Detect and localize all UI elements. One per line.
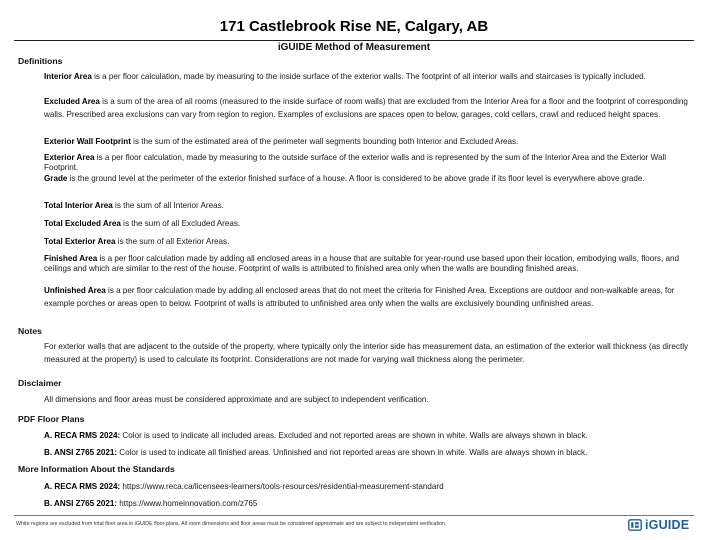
- definition-term: Finished Area: [44, 254, 98, 263]
- definition-exterior-wall-footprint: [44, 137, 696, 147]
- definition-term: Exterior Area: [44, 153, 95, 162]
- definition-text: is a per floor calculation, made by measuring to the outside surface of the exterior walls and is represented by the sum of the Interior Area and the Exterior Wall Footprint.: [44, 153, 667, 172]
- definition-term: Excluded Area: [44, 97, 100, 106]
- standard-term: A. RECA RMS 2024:: [44, 482, 121, 491]
- definition-text: is a per floor calculation, made by measuring to the inside surface of the exterior walls. The footprint of all interior walls and staircases is typically included.: [91, 72, 646, 81]
- pdf-floor-plans-heading: PDF Floor Plans: [18, 414, 85, 424]
- standard-text: Color is used to indicate all included areas. Excluded and not reported areas are shown in white. Walls are always shown in black.: [120, 431, 588, 440]
- footer-divider: [14, 515, 694, 516]
- page-title: 171 Castlebrook Rise NE, Calgary, AB: [219, 18, 489, 35]
- standard-link[interactable]: https://www.reca.ca/licensees-learners/tools-resources/residential-measurement-standard: [120, 482, 444, 491]
- definition-term: Total Excluded Area: [44, 219, 121, 228]
- more-info-heading: More Information About the Standards: [18, 464, 175, 474]
- iguide-logo-text: iGUIDE: [645, 518, 690, 532]
- definition-grade: [44, 173, 696, 186]
- iguide-logo-icon: [628, 519, 642, 531]
- more-info-item-a: [44, 482, 696, 492]
- standard-link[interactable]: https://www.homeinnovation.com/z765: [117, 499, 258, 508]
- definition-text: is the ground level at the perimeter of the exterior finished surface of a house. A floor is considered to be above grade if its floor level is everywhere above grade.: [67, 174, 645, 183]
- definition-term: Exterior Wall Footprint: [44, 137, 131, 146]
- title-divider: [14, 40, 694, 41]
- definition-text: is a sum of the area of all rooms (measured to the inside surface of room walls) that are excluded from the Interior Area for a floor and the footprint of corresponding walls. Prescribed area exclusions can vary from region to region. Examples of exclusions are spaces open to below, garages, cold cellars, crawl and reduced height spaces.: [44, 97, 688, 119]
- definition-term: Unfinished Area: [44, 286, 106, 295]
- notes-heading: Notes: [18, 326, 42, 336]
- definitions-heading: Definitions: [18, 56, 63, 66]
- definition-term: Total Interior Area: [44, 201, 113, 210]
- definition-text: is a per floor calculation made by adding all enclosed areas that do not meet the criteria for Finished Area. Exceptions are outdoor and non-walkable areas, for example porches or areas open to below. Footprint of walls is attributed to unfinished area only when the walls are exclusively bounding unfinished areas.: [44, 286, 675, 308]
- standard-term: B. ANSI Z765 2021:: [44, 499, 118, 508]
- definition-term: Grade: [44, 174, 68, 183]
- definition-term: Total Exterior Area: [44, 237, 116, 246]
- pdf-floor-plans-item-a: [44, 431, 696, 441]
- definition-exterior-area: [44, 153, 696, 173]
- iguide-logo: [628, 517, 689, 533]
- definition-total-excluded-area: [44, 219, 696, 229]
- definition-text: is the sum of all Exterior Areas.: [115, 237, 230, 246]
- disclaimer-text: All dimensions and floor areas must be considered approximate and are subject to independent verification.: [44, 395, 429, 404]
- definition-interior-area: [44, 72, 696, 82]
- definition-text: is the sum of all Interior Areas.: [112, 201, 224, 210]
- definition-unfinished-area: [44, 285, 696, 310]
- document-subtitle: iGUIDE Method of Measurement: [277, 42, 431, 53]
- definition-total-interior-area: [44, 201, 696, 211]
- definition-excluded-area: [44, 96, 696, 121]
- more-info-item-b: [44, 499, 696, 509]
- definition-total-exterior-area: [44, 237, 696, 247]
- definition-term: Interior Area: [44, 72, 92, 81]
- notes-text: For exterior walls that are adjacent to the outside of the property, where typically only the interior side has measurement data, an estimation of the exterior wall thickness (as directly measured at the property) is used to calculate its footprint. Considerations are not made for varying wall thickness along the perimeter.: [44, 342, 689, 364]
- definition-text: is the sum of the estimated area of the perimeter wall segments bounding both Interior and Excluded Areas.: [130, 137, 519, 146]
- disclaimer-heading: Disclaimer: [18, 378, 62, 388]
- definition-text: is a per floor calculation made by adding all enclosed areas in a house that are suitable for year-round use based upon their location, embodying walls, floors, and ceilings and which are similar to the rest of the house. Footprint of walls is attributed to finished area only when the walls are bounding finished areas.: [44, 254, 679, 273]
- footer-note: White regions are excluded from total floor area in iGUIDE floor plans. All room dimensions and floor areas must be considered approximate and are subject to independent verification.: [16, 521, 447, 527]
- standard-term: B. ANSI Z765 2021:: [44, 448, 118, 457]
- standard-text: Color is used to indicate all finished areas. Unfinished and not reported areas are shown in white. Walls are always shown in black.: [117, 448, 588, 457]
- pdf-floor-plans-item-b: [44, 448, 696, 458]
- standard-term: A. RECA RMS 2024:: [44, 431, 121, 440]
- definition-text: is the sum of all Excluded Areas.: [120, 219, 241, 228]
- definition-finished-area: [44, 254, 696, 274]
